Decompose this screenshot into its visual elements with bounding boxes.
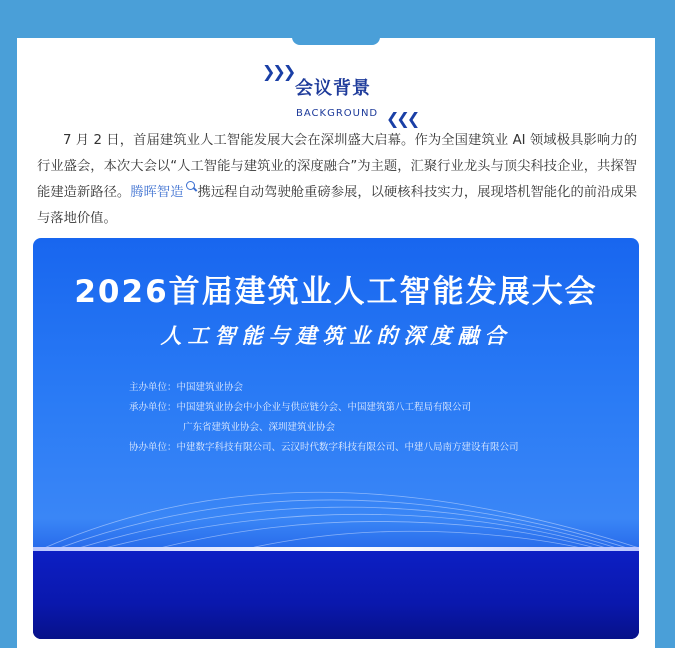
banner-title: 2026首届建筑业人工智能发展大会 [74, 274, 598, 310]
company-link[interactable]: 腾晖智造 [130, 185, 184, 200]
organizer-undertakers-cont: 广东省建筑业协会、深圳建筑业协会 [183, 422, 336, 433]
event-banner-image [33, 238, 639, 639]
card-top-tab [292, 36, 380, 45]
article-text: 7 月 2 日，首届建筑业人工智能发展大会在深圳盛大启幕。作为全国建筑业 AI 领域极具影响力的行业盛会，本次大会以“人工智能与建筑业的深度融合”为主题，汇聚行业龙头与顶尖科技企业，共探智能建造新路径。 [37, 133, 637, 200]
banner-subtitle: 人工智能与建筑业的深度融合 [160, 324, 512, 348]
chevrons-right-icon: ❯❯❯ [262, 62, 294, 81]
search-icon[interactable] [186, 181, 195, 190]
organizer-co-organizers: 协办单位：中建数字科技有限公司、云汉时代数字科技有限公司、中建八局南方建设有限公司 [129, 442, 519, 453]
organizer-host: 主办单位：中国建筑业协会 [129, 382, 244, 393]
chevrons-left-icon: ❮❮❮ [386, 109, 418, 128]
section-title: 会议背景 [295, 78, 371, 99]
stage-floor [33, 551, 639, 639]
article-text-cont: 携远程自动驾驶舱重磅参展，以硬核科技实力，展现塔机智能化的前沿成果与落地价值。 [37, 185, 638, 226]
organizer-undertakers: 承办单位：中国建筑业协会中小企业与供应链分会、中国建筑第八工程局有限公司 [129, 402, 472, 413]
section-subtitle: BACKGROUND [296, 108, 379, 119]
article-paragraph [37, 128, 637, 232]
